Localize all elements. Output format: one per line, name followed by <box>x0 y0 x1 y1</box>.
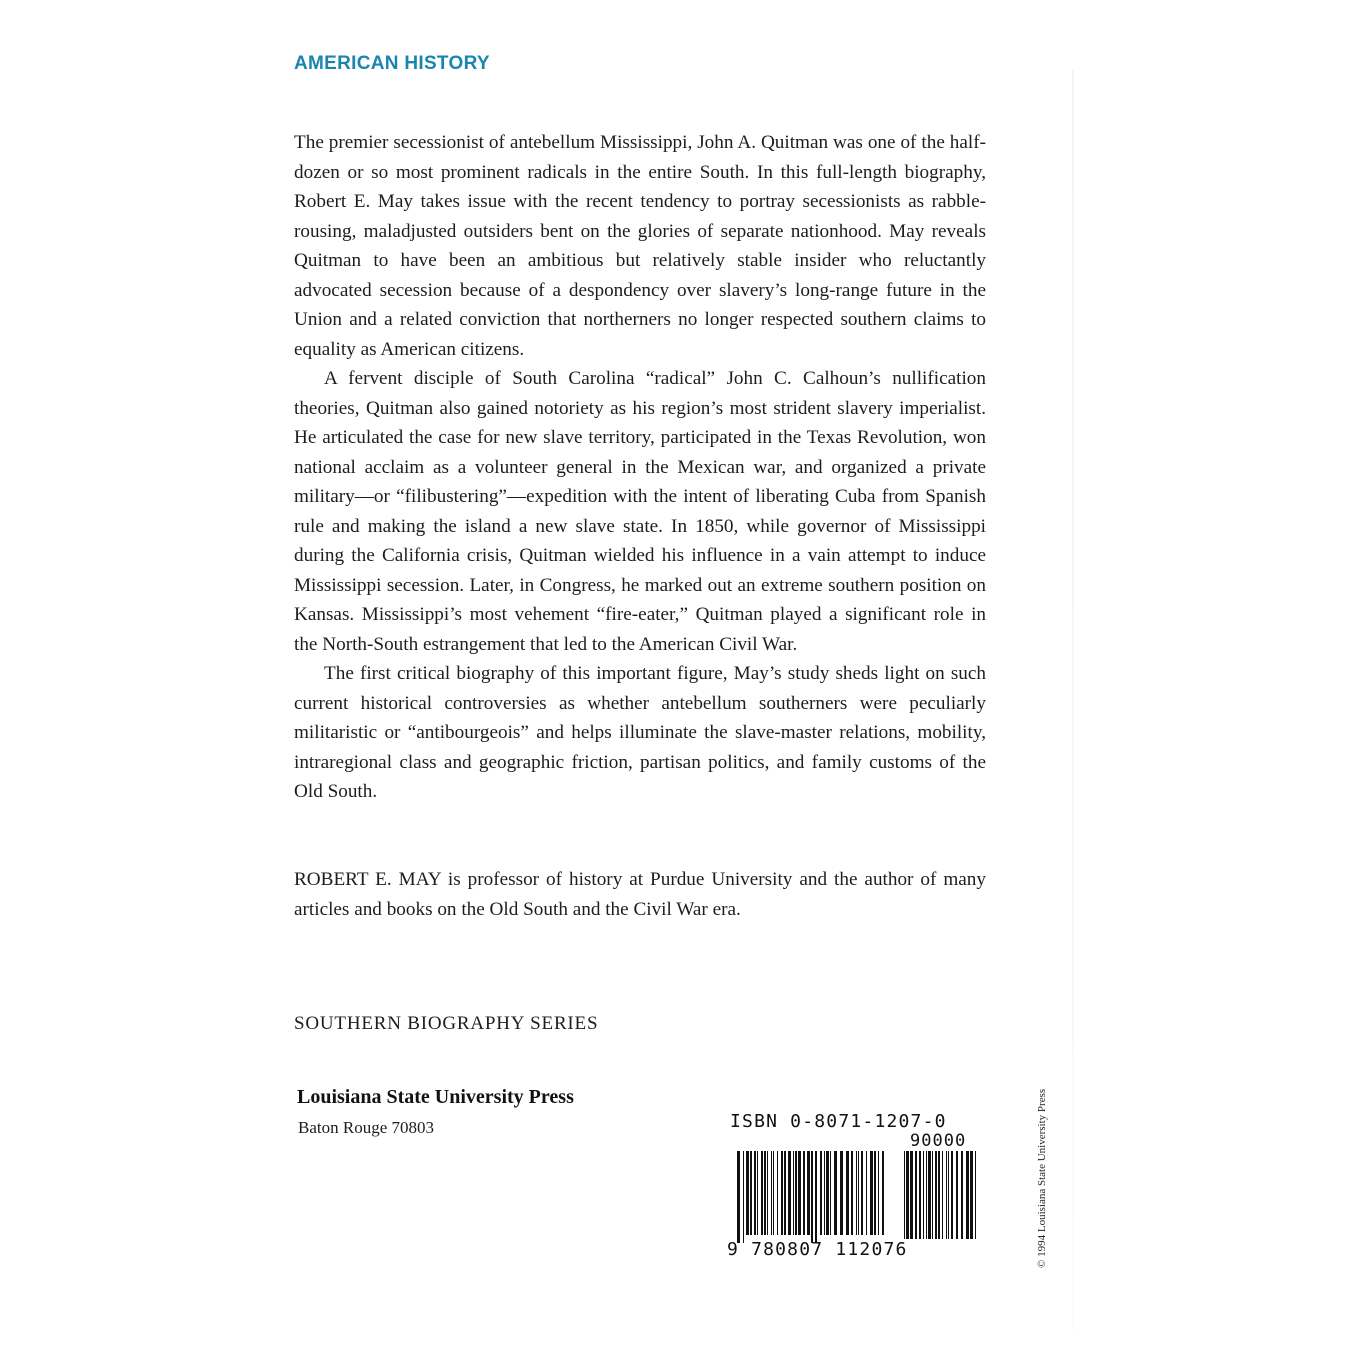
barcode-bar <box>928 1151 931 1239</box>
barcode-bar <box>861 1151 863 1235</box>
barcode-bar <box>811 1151 813 1243</box>
barcode-bar <box>795 1151 797 1235</box>
series-name: SOUTHERN BIOGRAPHY SERIES <box>294 1013 599 1034</box>
barcode-bar <box>956 1151 958 1239</box>
barcode-bar <box>807 1151 810 1235</box>
price-addon-barcode <box>904 1151 980 1239</box>
publisher-city: Baton Rouge 70803 <box>298 1118 434 1137</box>
barcode-bar <box>915 1151 917 1239</box>
price-code: 90000 <box>910 1131 967 1151</box>
barcode-bar <box>935 1151 937 1239</box>
barcode-bar <box>826 1151 829 1235</box>
barcode-bar <box>846 1151 849 1235</box>
copyright-notice: © 1994 Louisiana State University Press <box>1036 1088 1048 1268</box>
barcode-bar <box>746 1151 749 1235</box>
barcode-bar <box>773 1151 774 1235</box>
barcode-bar <box>906 1151 909 1239</box>
barcode-bar <box>966 1151 969 1239</box>
barcode-bar <box>942 1151 943 1239</box>
barcode-bar <box>793 1151 794 1235</box>
barcode-bar <box>771 1151 772 1235</box>
barcode-bar <box>767 1151 768 1235</box>
barcode-bar <box>834 1151 837 1235</box>
cover-edge-shadow <box>1072 70 1074 1330</box>
barcode-bar <box>961 1151 963 1239</box>
isbn-label: ISBN 0-8071-1207-0 <box>730 1111 947 1132</box>
barcode-bar <box>781 1151 783 1235</box>
description-paragraph-2: A fervent disciple of South Carolina “radical” John C. Calhoun’s nullification theories, Quitman also gained notoriety as his region’s most strident slavery imperialist. He articulated the case for new slave territory, participated in the Texas Revolution, won national acclaim as a volunteer general in the Mexican war, and organized a private military—or “filibustering”—expedition with the intent of liberating Cuba from Spanish rule and making the island a new slave state. In 1850, while governor of Mississippi during the California crisis, Quitman wielded his influence in a vain attempt to induce Mississippi secession. Later, in Congress, he marked out an extreme southern position on Kansas. Mississippi’s most vehement “fire-eater,” Quitman played a significant role in the North-South estrangement that led to the American Civil War. <box>294 368 986 655</box>
barcode-bar <box>866 1151 867 1235</box>
description-paragraph-1: The premier secessionist of antebellum Mississippi, John A. Quitman was one of the half-dozen or so most prominent radicals in the entire South. In this full-length biography, Robert E. May takes issue with the recent tendency to portray secessionists as rabble-rousing, maladjusted outsiders bent on the glories of separate nationhood. May reveals Quitman to have been an ambitious but relatively stable insider who reluctantly advocated secession because of a despondency over slavery’s long-range future in the Union and a related conviction that northerners no longer respected southern claims to equality as American citizens. <box>294 132 986 360</box>
barcode-bar <box>882 1151 884 1235</box>
barcode-bar <box>919 1151 921 1239</box>
barcode-bar <box>764 1151 766 1235</box>
barcode-bar <box>737 1151 740 1243</box>
barcode-bar <box>757 1151 758 1235</box>
barcode-bar <box>904 1151 905 1239</box>
barcode-bar <box>926 1151 927 1239</box>
barcode-bar <box>938 1151 940 1239</box>
barcode-bar <box>858 1151 859 1235</box>
barcode-bar <box>784 1151 786 1235</box>
barcode-bar <box>830 1151 831 1235</box>
barcode-bar <box>970 1151 973 1239</box>
barcode-bar <box>824 1151 825 1235</box>
ean-barcode <box>737 1151 889 1243</box>
barcode-bar <box>932 1151 933 1239</box>
barcode-bar <box>788 1151 791 1235</box>
barcode-bar <box>761 1151 763 1235</box>
barcode-bar <box>815 1151 817 1243</box>
barcode-bar <box>874 1151 876 1235</box>
category-heading: AMERICAN HISTORY <box>294 53 490 74</box>
barcode-bar <box>946 1151 947 1239</box>
barcode-bar <box>851 1151 853 1235</box>
author-bio: ROBERT E. MAY is professor of history at Purdue University and the author of many articles and books on the Old South and the Civil War era. <box>294 869 986 920</box>
barcode-bar <box>820 1151 822 1235</box>
barcode-bar <box>910 1151 913 1239</box>
barcode-bar <box>856 1151 857 1235</box>
barcode-bar <box>923 1151 924 1239</box>
barcode-bar <box>975 1151 976 1239</box>
description <box>294 128 986 807</box>
barcode-bar <box>777 1151 778 1235</box>
barcode-bar <box>754 1151 756 1235</box>
barcode-bar <box>750 1151 752 1235</box>
barcode-bar <box>870 1151 873 1235</box>
barcode-bar <box>951 1151 953 1239</box>
ean-digits: 9 780807 112076 <box>727 1239 908 1260</box>
barcode-bar <box>948 1151 949 1239</box>
barcode-bar <box>840 1151 843 1235</box>
barcode-bar <box>878 1151 879 1235</box>
barcode-bar <box>743 1151 744 1243</box>
barcode-bar <box>798 1151 801 1235</box>
description-paragraph-3: The first critical biography of this important figure, May’s study sheds light on such current historical controversies as whether antebellum southerners were peculiarly militaristic or “antibourgeois” and helps illuminate the slave-master relations, mobility, intraregional class and geographic friction, partisan politics, and family customs of the Old South. <box>294 663 986 802</box>
barcode-bar <box>803 1151 805 1235</box>
publisher-name: Louisiana State University Press <box>297 1086 574 1108</box>
